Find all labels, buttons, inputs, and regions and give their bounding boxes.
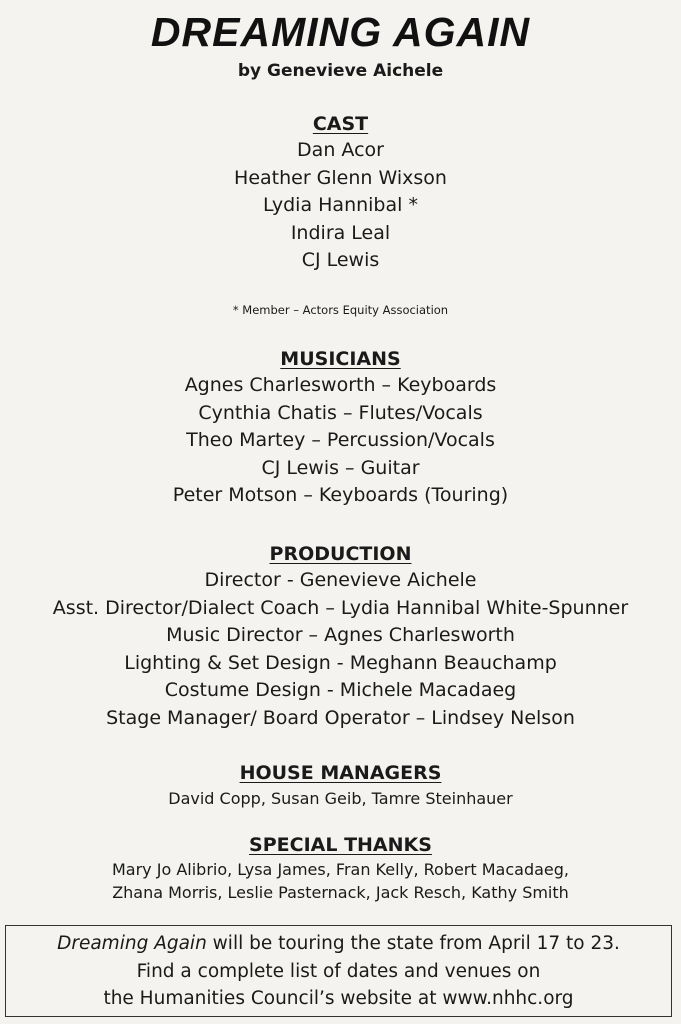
house-managers-heading: HOUSE MANAGERS bbox=[239, 762, 442, 784]
production-credit: Stage Manager/ Board Operator – Lindsey Nelson bbox=[106, 706, 575, 729]
musician: Peter Motson – Keyboards (Touring) bbox=[172, 484, 509, 507]
musicians-section bbox=[0, 346, 681, 510]
house-managers-names: David Copp, Susan Geib, Tamre Steinhauer bbox=[168, 789, 513, 808]
production-credit: Music Director – Agnes Charlesworth bbox=[166, 624, 515, 647]
cast-member: Lydia Hannibal * bbox=[263, 194, 418, 217]
musician: Agnes Charlesworth – Keyboards bbox=[184, 374, 497, 396]
house-managers-section bbox=[0, 760, 681, 812]
musician: Cynthia Chatis – Flutes/Vocals bbox=[198, 401, 483, 424]
cast-heading: CAST bbox=[312, 113, 369, 135]
special-thanks-line: Mary Jo Alibrio, Lysa James, Fran Kelly, Robert Macadaeg, bbox=[111, 860, 569, 879]
notice-line1-rest: will be touring the state from April 17 to 23. bbox=[206, 933, 620, 954]
byline: by Genevieve Aichele bbox=[237, 61, 444, 81]
musician: CJ Lewis – Guitar bbox=[261, 456, 420, 479]
special-thanks-section bbox=[0, 832, 681, 904]
cast-member: CJ Lewis bbox=[301, 249, 380, 272]
touring-notice-box bbox=[5, 925, 672, 1017]
production-credit: Lighting & Set Design - Meghann Beauchamp bbox=[124, 651, 557, 674]
musician: Theo Martey – Percussion/Vocals bbox=[186, 429, 495, 452]
equity-note: * Member – Actors Equity Association bbox=[232, 303, 449, 317]
cast-section bbox=[0, 111, 681, 275]
touring-notice-line: Find a complete list of dates and venues on bbox=[136, 960, 541, 982]
production-credit: Costume Design - Michele Macadaeg bbox=[164, 679, 517, 702]
notice-show-title: Dreaming Again bbox=[57, 933, 207, 954]
production-heading: PRODUCTION bbox=[269, 543, 412, 565]
production-credit: Asst. Director/Dialect Coach – Lydia Hannibal White-Spunner bbox=[52, 596, 629, 619]
production-credit: Director - Genevieve Aichele bbox=[204, 569, 477, 591]
cast-member: Dan Acor bbox=[297, 139, 384, 161]
musicians-heading: MUSICIANS bbox=[280, 348, 401, 370]
cast-member: Indira Leal bbox=[290, 221, 391, 244]
touring-notice-line: the Humanities Council’s website at www.nhhc.org bbox=[103, 988, 574, 1009]
production-section bbox=[0, 541, 681, 733]
touring-notice-line bbox=[6, 930, 671, 958]
cast-member: Heather Glenn Wixson bbox=[234, 166, 447, 189]
special-thanks-heading: SPECIAL THANKS bbox=[249, 834, 432, 856]
special-thanks-line: Zhana Morris, Leslie Pasternack, Jack Resch, Kathy Smith bbox=[112, 883, 569, 902]
show-title: DREAMING AGAIN bbox=[150, 9, 531, 55]
